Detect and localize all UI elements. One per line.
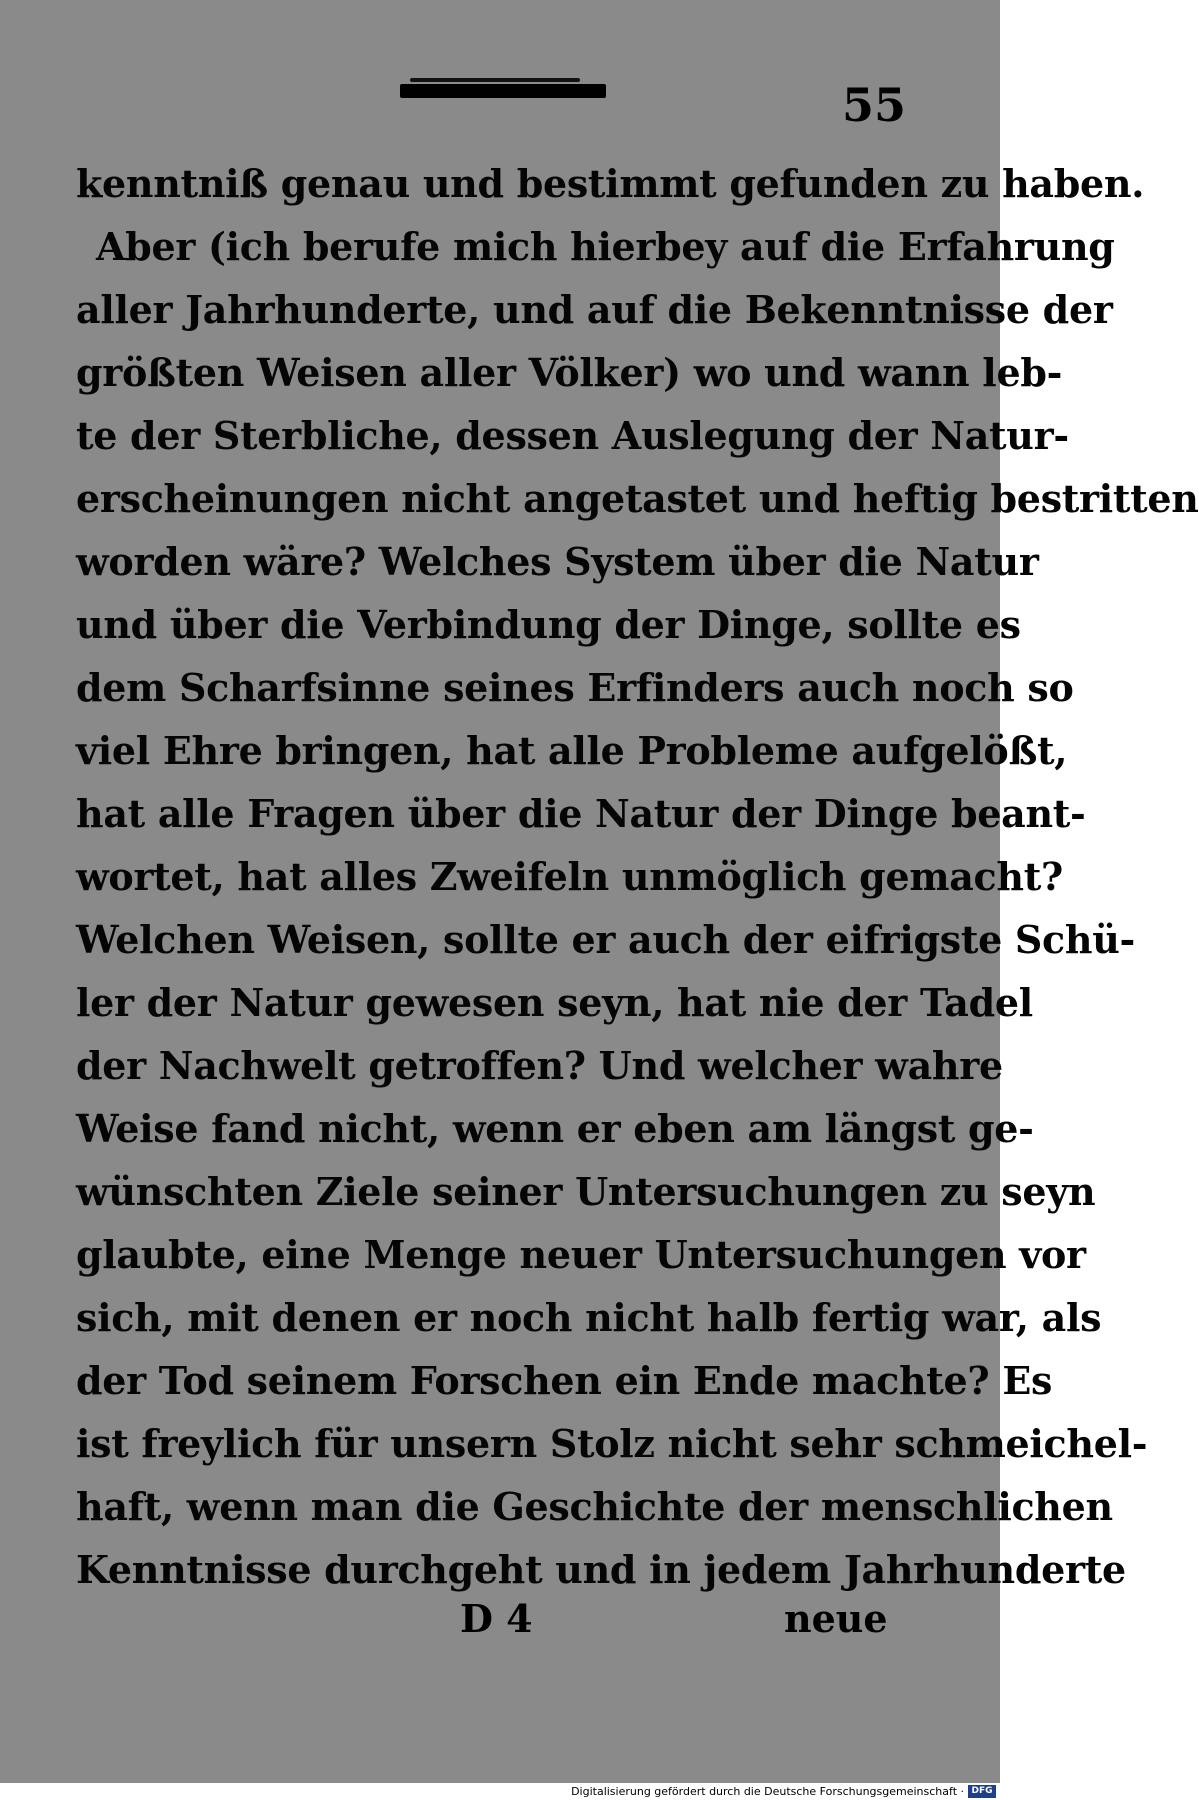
digitization-footer [0, 1783, 1000, 1800]
text-line: ist freylich für unsern Stolz nicht sehr schmeichel- [76, 1421, 1148, 1466]
text-line: dem Scharfsinne seines Erfinders auch noch so [76, 665, 1074, 710]
text-line: worden wäre? Welches System über die Natur [76, 539, 1039, 584]
funding-note: Digitalisierung gefördert durch die Deutsche Forschungsgemeinschaft · [571, 1785, 964, 1798]
text-line: wünschten Ziele seiner Untersuchungen zu seyn [76, 1169, 1096, 1214]
signature-mark: D 4 [460, 1596, 533, 1641]
text-line: glaubte, eine Menge neuer Untersuchungen vor [76, 1232, 1086, 1277]
text-line: Welchen Weisen, sollte er auch der eifrigste Schü- [76, 917, 1136, 962]
text-line: Aber (ich berufe mich hierbey auf die Erfahrung [96, 224, 1115, 269]
dfg-logo-icon: DFG [968, 1785, 996, 1798]
text-line: der Tod seinem Forschen ein Ende machte? Es [76, 1358, 1053, 1403]
text-line: sich, mit denen er noch nicht halb fertig war, als [76, 1295, 1102, 1340]
text-line: ler der Natur gewesen seyn, hat nie der Tadel [76, 980, 1033, 1025]
text-line: te der Sterbliche, dessen Auslegung der Natur- [76, 413, 1069, 458]
header-rule [400, 84, 606, 98]
catchword: neue [784, 1596, 888, 1641]
text-line: aller Jahrhunderte, und auf die Bekenntnisse der [76, 287, 1113, 332]
text-line: der Nachwelt getroffen? Und welcher wahre [76, 1043, 1003, 1088]
text-line: erscheinungen nicht angetastet und heftig bestritten [76, 476, 1199, 521]
page-number: 55 [842, 78, 907, 132]
text-line: größten Weisen aller Völker) wo und wann leb- [76, 350, 1063, 395]
text-line: und über die Verbindung der Dinge, sollte es [76, 602, 1021, 647]
text-line: Kenntnisse durchgeht und in jedem Jahrhunderte [76, 1547, 1126, 1592]
body-text [76, 152, 1199, 1601]
text-line: hat alle Fragen über die Natur der Dinge beant- [76, 791, 1086, 836]
text-line: Weise fand nicht, wenn er eben am längst ge- [76, 1106, 1034, 1151]
text-line: kenntniß genau und bestimmt gefunden zu haben. [76, 161, 1145, 206]
text-line: haft, wenn man die Geschichte der menschlichen [76, 1484, 1113, 1529]
text-line: viel Ehre bringen, hat alle Probleme aufgelößt, [76, 728, 1068, 773]
text-line: wortet, hat alles Zweifeln unmöglich gemacht? [76, 854, 1063, 899]
